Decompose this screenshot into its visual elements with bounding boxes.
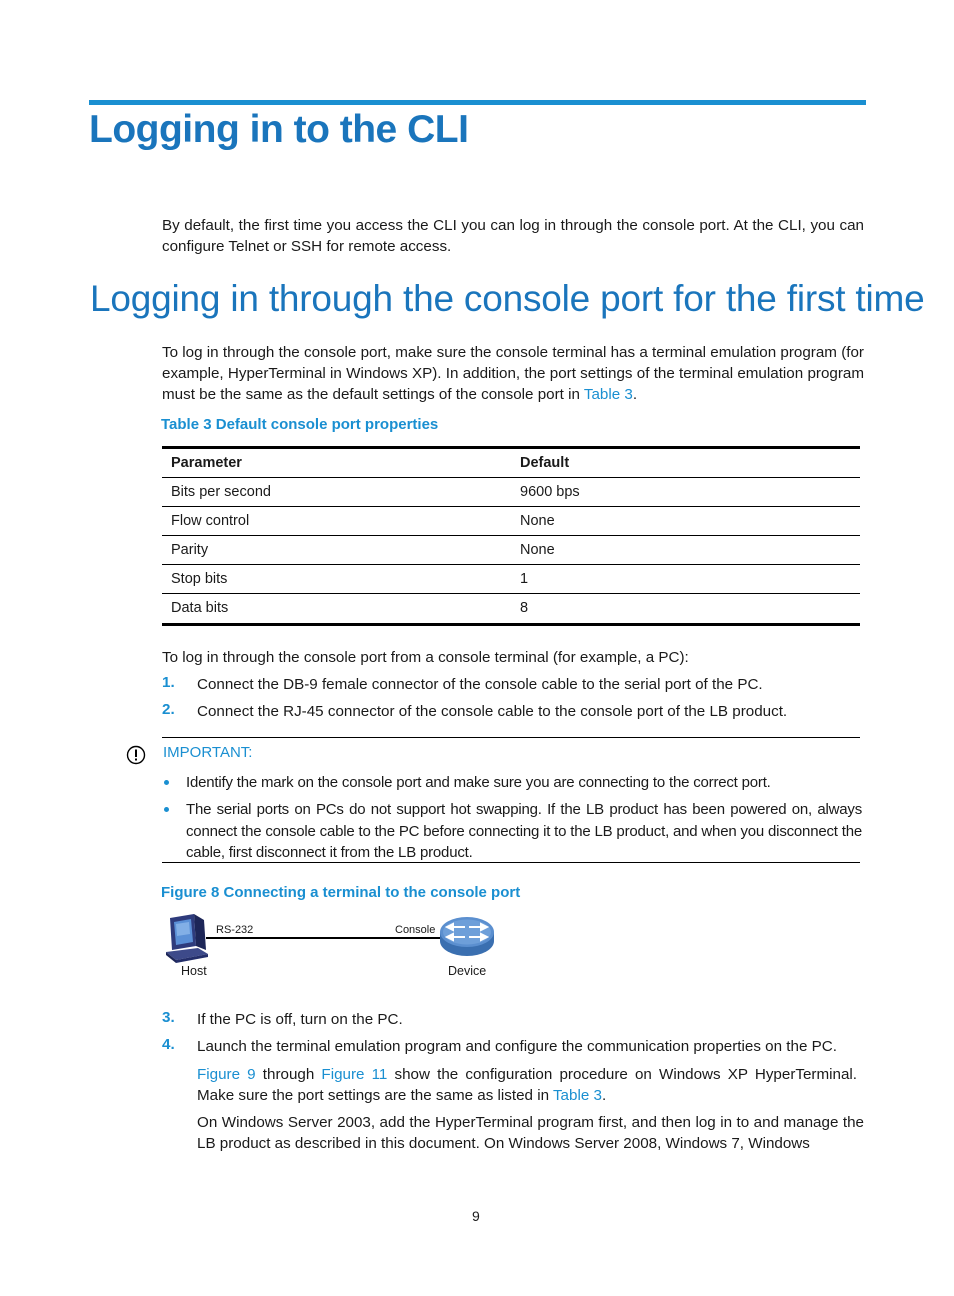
step-text: Launch the terminal emulation program and configure the communication properties on the PC. bbox=[197, 1038, 837, 1055]
chapter-rule bbox=[89, 100, 866, 105]
table-cell: 8 bbox=[520, 600, 529, 616]
table-cell: None bbox=[511, 507, 860, 536]
figure9-link[interactable]: Figure 9 bbox=[197, 1066, 256, 1083]
important-bullet: The serial ports on PCs do not support hot swapping. If the LB product has been powered on, always connect the console cable to the PC before connecting it to the LB product, and when you disconnect the cable, first disconnect it from the LB product. bbox=[186, 801, 862, 861]
bullet-dot bbox=[164, 780, 169, 785]
important-bullet: Identify the mark on the console port and make sure you are connecting to the correct port. bbox=[186, 774, 771, 791]
table-row bbox=[162, 594, 860, 623]
step4-extra: On Windows Server 2003, add the HyperTerminal program first, and then log in to and manage the LB product as described in this document. On Windows Server 2008, Windows 7, Windows bbox=[197, 1114, 864, 1152]
figure-caption: Figure 8 Connecting a terminal to the console port bbox=[161, 884, 521, 901]
table-cell: Parity bbox=[162, 536, 511, 565]
procedure-intro: To log in through the console port from a console terminal (for example, a PC): bbox=[162, 649, 689, 666]
important-top-rule bbox=[162, 737, 860, 738]
console-label: Console bbox=[395, 924, 436, 936]
table3-link[interactable]: Table 3 bbox=[552, 1087, 602, 1104]
table-header-row bbox=[162, 449, 860, 478]
step4-detail-end: . bbox=[601, 1087, 607, 1104]
section-intro-end: . bbox=[632, 386, 638, 403]
table-cell: 1 bbox=[511, 565, 860, 594]
step4-detail-text: through bbox=[255, 1066, 322, 1083]
table-row bbox=[162, 536, 860, 565]
device-switch-icon bbox=[440, 917, 494, 956]
step-number: 1. bbox=[162, 674, 175, 691]
step-number: 2. bbox=[162, 701, 175, 718]
table-header-parameter: Parameter bbox=[162, 449, 511, 478]
step-number: 4. bbox=[162, 1036, 175, 1053]
step-text: Connect the DB-9 female connector of the console cable to the serial port of the PC. bbox=[197, 676, 763, 693]
table-cell: Flow control bbox=[162, 507, 511, 536]
table-cell: Stop bits bbox=[162, 565, 511, 594]
table-header-default: Default bbox=[511, 449, 860, 478]
section-intro bbox=[162, 342, 864, 405]
table-row bbox=[162, 507, 860, 536]
section-intro-text: To log in through the console port, make sure the console terminal has a terminal emulation program (for example, HyperTerminal in Windows XP). In addition, the port settings of the terminal emulation program must be the same as the default settings of the console port in bbox=[162, 344, 864, 403]
device-label: Device bbox=[448, 964, 487, 978]
table-bottom-rule bbox=[162, 623, 860, 626]
important-bottom-rule bbox=[162, 862, 860, 863]
bullet-dot bbox=[164, 807, 169, 812]
console-properties-table bbox=[162, 449, 860, 622]
intro-paragraph: By default, the first time you access the CLI you can log in through the console port. At the CLI, you can configure Telnet or SSH for remote access. bbox=[162, 217, 864, 255]
table-cell: None bbox=[511, 536, 860, 565]
table-row bbox=[162, 478, 860, 507]
figure11-link[interactable]: Figure 11 bbox=[321, 1066, 388, 1083]
step-number: 3. bbox=[162, 1009, 175, 1026]
step4-detail-text: show the configuration procedure on Windows XP HyperTerminal. Make sure the port settings are the same as listed in bbox=[197, 1066, 857, 1104]
important-label: IMPORTANT: bbox=[163, 744, 253, 761]
table3-link[interactable]: Table 3 bbox=[583, 386, 633, 403]
page-number: 9 bbox=[472, 1208, 480, 1224]
table-cell: 9600 bps bbox=[511, 478, 860, 507]
host-label: Host bbox=[181, 964, 207, 978]
chapter-title: Logging in to the CLI bbox=[89, 108, 469, 151]
section-title: Logging in through the console port for the first time bbox=[90, 278, 925, 319]
host-pc-icon bbox=[166, 914, 208, 963]
step4-detail bbox=[197, 1064, 857, 1106]
exclamation-circle-icon bbox=[126, 745, 146, 765]
table-row bbox=[162, 565, 860, 594]
table-caption: Table 3 Default console port properties bbox=[161, 416, 439, 433]
rs232-label: RS-232 bbox=[216, 924, 254, 936]
table-cell: Bits per second bbox=[162, 478, 511, 507]
table-cell: Data bits bbox=[171, 600, 229, 616]
step-text: Connect the RJ-45 connector of the console cable to the console port of the LB product. bbox=[197, 703, 788, 720]
step-text: If the PC is off, turn on the PC. bbox=[197, 1011, 403, 1028]
